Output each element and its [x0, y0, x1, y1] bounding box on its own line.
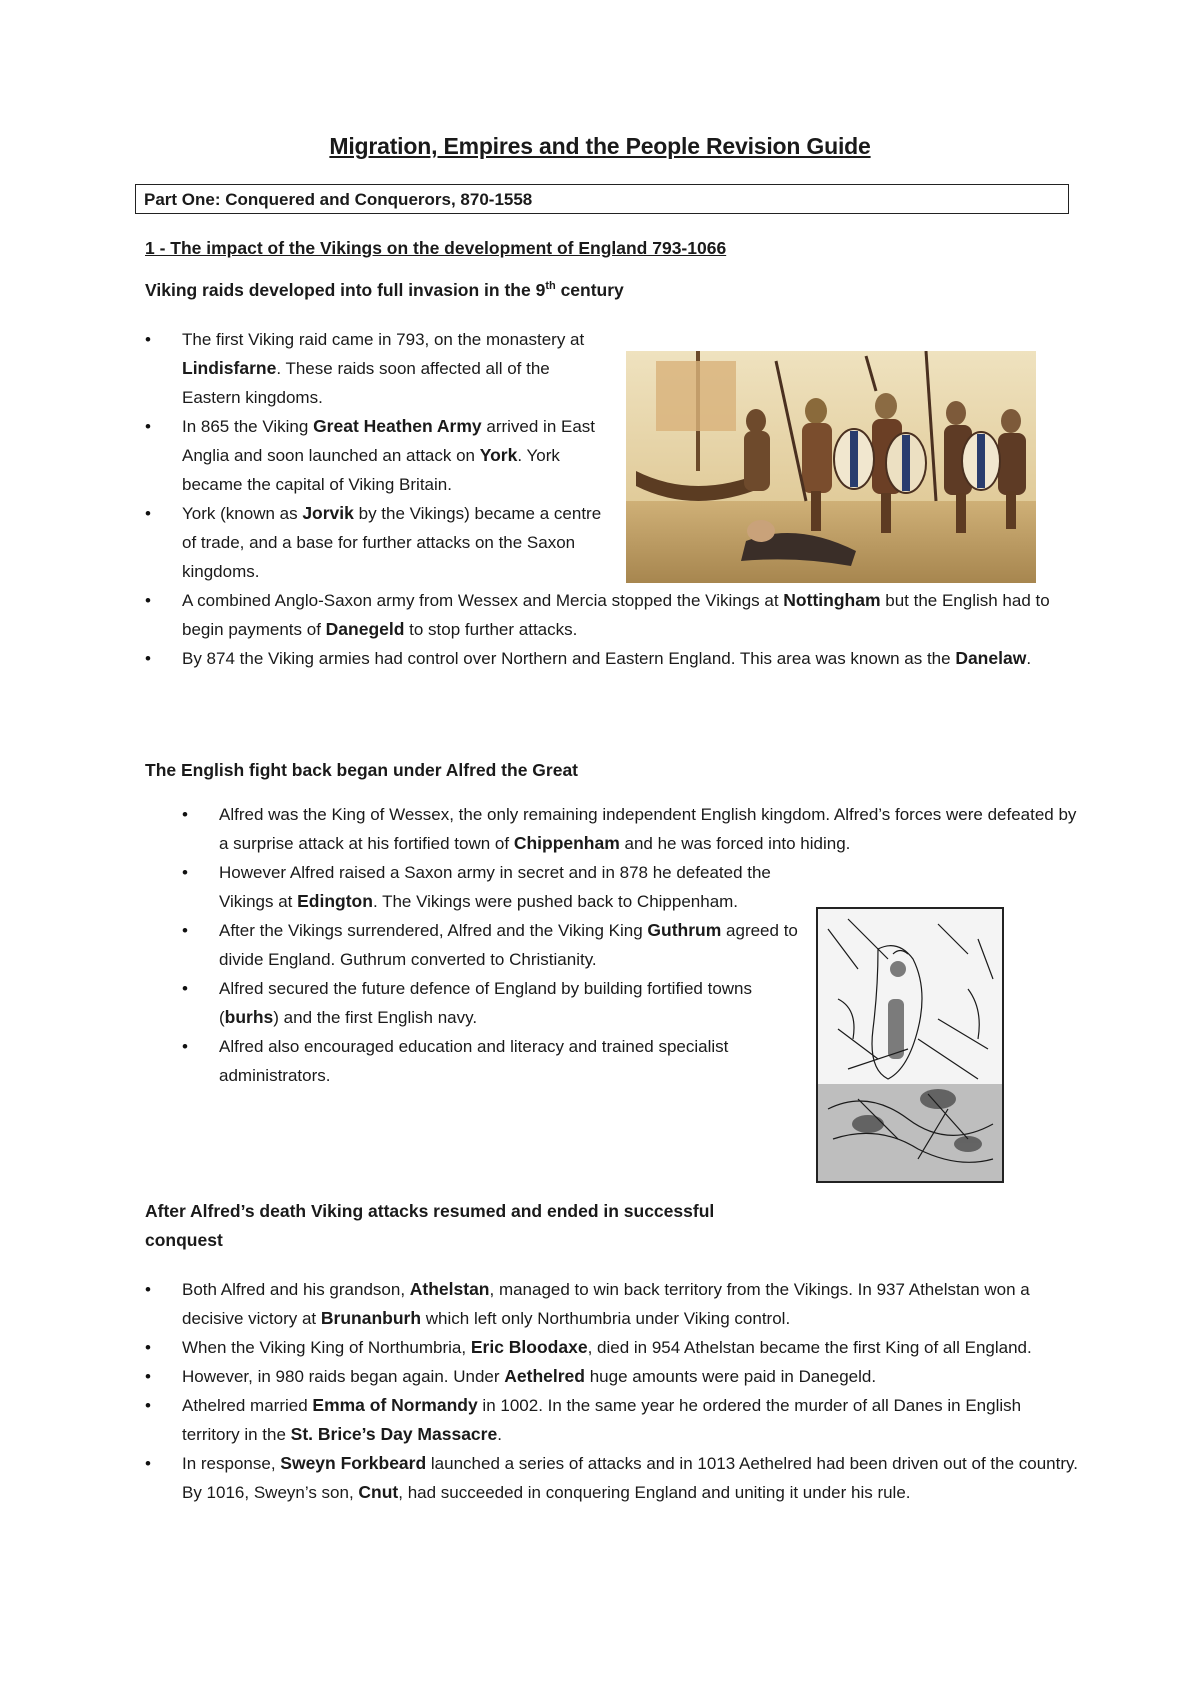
bullet-item — [182, 412, 602, 499]
bold-term: Danelaw — [955, 648, 1027, 668]
bullet-text: arrived in East Anglia and soon launched an attack on — [182, 417, 596, 465]
subheading-viking-raids — [145, 276, 624, 305]
bold-term: Cnut — [358, 1482, 399, 1502]
bullet-item — [182, 1391, 1082, 1449]
bullet-text: . — [497, 1425, 502, 1444]
bullet-text: By 874 the Viking armies had control over Northern and Eastern England. This area was known as the — [182, 649, 956, 668]
bullet-text: After the Vikings surrendered, Alfred and the Viking King — [219, 921, 648, 940]
bullet-item — [182, 1275, 1082, 1333]
bullet-text: . The Vikings were pushed back to Chippenham. — [372, 892, 739, 911]
bullet-text: but the English had to begin payments of — [182, 591, 1050, 639]
bullet-text: , managed to win back territory from the Vikings. In 937 Athelstan won a decisive victory at — [182, 1280, 1030, 1328]
bold-term: burhs — [224, 1007, 274, 1027]
subheading-english-fight-back: The English fight back began under Alfred the Great — [145, 760, 579, 780]
bullet-text: York (known as — [182, 504, 303, 523]
bullet-item — [219, 1032, 799, 1090]
bullet-text: , died in 954 Athelstan became the first King of all England. — [587, 1338, 1032, 1357]
bullet-item — [182, 325, 602, 412]
bullet-item — [182, 644, 1062, 673]
bullet-text: However, in 980 raids began again. Under — [182, 1367, 505, 1386]
bold-term: Eric Bloodaxe — [470, 1337, 588, 1357]
bullet-text: Alfred secured the future defence of England by building fortified towns ( — [219, 979, 753, 1027]
bold-term: Danegeld — [325, 619, 405, 639]
bullet-text: A combined Anglo-Saxon army from Wessex and Mercia stopped the Vikings at — [182, 591, 784, 610]
bold-term: York — [479, 445, 518, 465]
bullet-item — [219, 858, 799, 916]
bold-term: Jorvik — [302, 503, 354, 523]
bold-term: Nottingham — [783, 590, 881, 610]
bullet-text: by the Vikings) became a centre of trade, and a base for further attacks on the Saxon kingdoms. — [182, 504, 602, 581]
viking-raid-illustration — [626, 351, 1036, 583]
bold-term: Sweyn Forkbeard — [280, 1453, 427, 1473]
subheading-superscript: th — [545, 280, 556, 293]
bullet-text: which left only Northumbria under Viking control. — [421, 1309, 791, 1328]
bullet-text: In response, — [182, 1454, 281, 1473]
bullet-text: Alfred was the King of Wessex, the only remaining independent English kingdom. Alfred’s forces were defeated by a surprise attack at his fortified town of — [219, 805, 1077, 853]
bullet-text: Alfred also encouraged education and literacy and trained specialist administrators. — [219, 1037, 729, 1085]
bullet-text: . These raids soon affected all of the Eastern kingdoms. — [182, 359, 550, 407]
bullet-item — [219, 800, 1089, 858]
subheading-text-tail: century — [555, 280, 624, 300]
bold-term: Chippenham — [513, 833, 620, 853]
bold-term: Aethelred — [504, 1366, 585, 1386]
bullet-item — [182, 586, 1062, 644]
bullet-text: . York became the capital of Viking Britain. — [182, 446, 560, 494]
bullet-item — [182, 499, 602, 586]
bold-term: Athelstan — [409, 1279, 490, 1299]
bullet-text: , had succeeded in conquering England and uniting it under his rule. — [398, 1483, 911, 1502]
bold-term: Edington — [297, 891, 373, 911]
bullet-text: launched a series of attacks and in 1013 Aethelred had been driven out of the country. By 1016, Sweyn’s son, — [182, 1454, 1078, 1502]
bold-term: Emma of Normandy — [312, 1395, 478, 1415]
bullet-text: in 1002. In the same year he ordered the murder of all Danes in English territory in the — [182, 1396, 1022, 1444]
bold-term: St. Brice’s Day Massacre — [290, 1424, 498, 1444]
bullet-item — [219, 916, 799, 974]
bullet-item — [182, 1333, 1082, 1362]
bold-term: Great Heathen Army — [313, 416, 482, 436]
section-heading: 1 - The impact of the Vikings on the development of England 793-1066 — [145, 238, 727, 258]
subheading-viking-conquest: After Alfred’s death Viking attacks resumed and ended in successful conquest — [145, 1201, 715, 1250]
bullet-text: . — [1026, 649, 1032, 668]
bullet-text: Athelred married — [182, 1396, 313, 1415]
bold-term: Brunanburh — [320, 1308, 422, 1328]
bullet-text: ) and the first English navy. — [273, 1008, 478, 1027]
bullet-text: huge amounts were paid in Danegeld. — [584, 1367, 877, 1386]
bullet-text: However Alfred raised a Saxon army in secret and in 878 he defeated the Vikings at — [219, 863, 771, 911]
subheading-text: Viking raids developed into full invasion in the 9 — [145, 280, 546, 300]
bullet-item — [182, 1362, 1082, 1391]
bullet-text: agreed to divide England. Guthrum converted to Christianity. — [219, 921, 798, 969]
part-heading-box: Part One: Conquered and Conquerors, 870-1558 — [135, 184, 1069, 214]
bold-term: Lindisfarne — [182, 358, 277, 378]
bullet-text: In 865 the Viking — [182, 417, 314, 436]
alfred-battle-engraving — [816, 907, 1004, 1183]
bullet-item — [219, 974, 799, 1032]
bullet-text: to stop further attacks. — [404, 620, 578, 639]
bullet-text: Both Alfred and his grandson, — [182, 1280, 410, 1299]
bold-term: Guthrum — [647, 920, 722, 940]
bullet-text: When the Viking King of Northumbria, — [182, 1338, 471, 1357]
bullet-text: and he was forced into hiding. — [619, 834, 851, 853]
document-title: Migration, Empires and the People Revision Guide — [329, 133, 871, 159]
bullet-list-conquest — [182, 1275, 1082, 1507]
bullet-text: The first Viking raid came in 793, on the monastery at — [182, 330, 585, 349]
bullet-item — [182, 1449, 1082, 1507]
